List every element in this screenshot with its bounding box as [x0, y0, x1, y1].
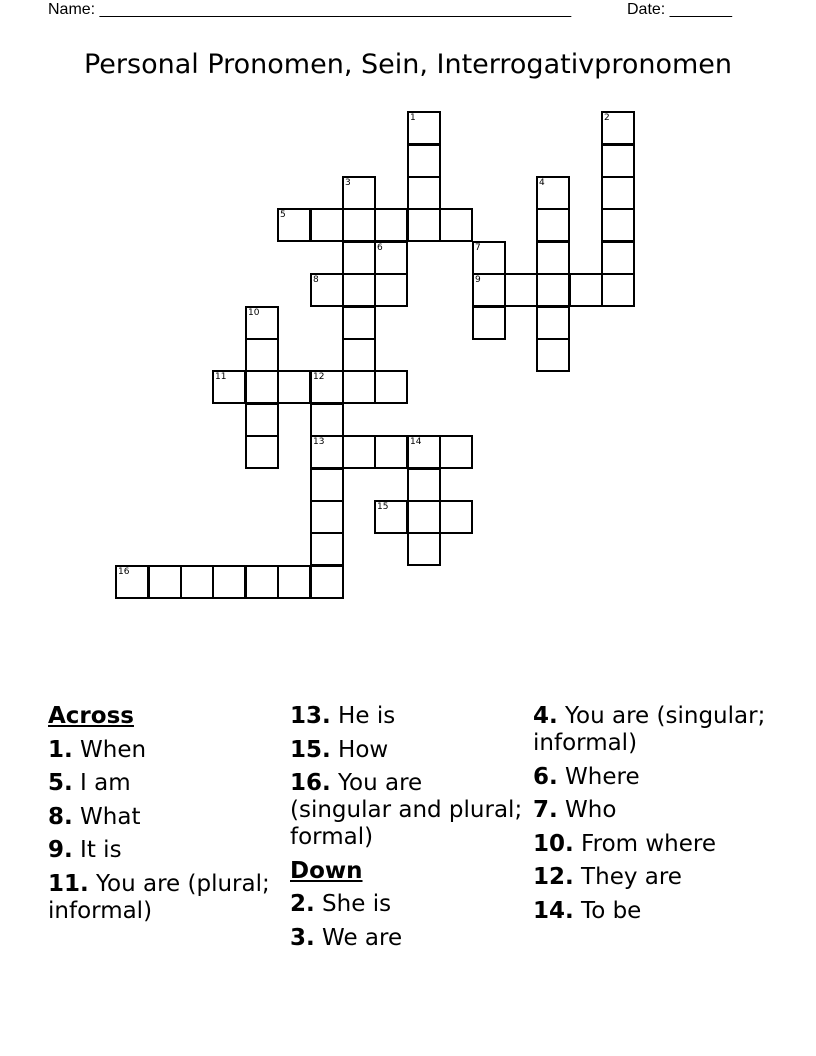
clue-number-label: 10: [248, 308, 260, 318]
crossword-cell[interactable]: [536, 176, 570, 210]
clue-number: 5.: [48, 770, 73, 796]
crossword-cell[interactable]: [407, 500, 441, 534]
crossword-cell[interactable]: [374, 208, 408, 242]
clue-number-label: 12: [313, 372, 325, 382]
clue-number-label: 13: [313, 437, 325, 447]
clues-column-3: [533, 703, 773, 931]
crossword-cell[interactable]: [536, 208, 570, 242]
clue-number-label: 9: [475, 275, 481, 285]
crossword-cell[interactable]: [277, 208, 311, 242]
clue-number: 7.: [533, 797, 558, 823]
crossword-cell[interactable]: [342, 208, 376, 242]
crossword-cell[interactable]: [245, 403, 279, 437]
crossword-cell[interactable]: [536, 338, 570, 372]
clue-number-label: 3: [345, 178, 351, 188]
crossword-cell[interactable]: [407, 111, 441, 145]
crossword-cell[interactable]: [277, 565, 311, 599]
clue-number-label: 11: [215, 372, 227, 382]
crossword-cell[interactable]: [245, 435, 279, 469]
clue-number: 14.: [533, 897, 574, 924]
clue-number-label: 1: [410, 113, 416, 123]
clue-number-label: 4: [539, 178, 545, 188]
crossword-cell[interactable]: [601, 176, 635, 210]
crossword-cell[interactable]: [601, 208, 635, 242]
clue-number: 11.: [48, 870, 89, 897]
crossword-cell[interactable]: [277, 370, 311, 404]
clue-item: [533, 831, 773, 858]
clue-number-label: 14: [410, 437, 422, 447]
clue-number: 1.: [48, 736, 73, 763]
crossword-cell[interactable]: [407, 208, 441, 242]
clue-text: They are: [573, 864, 682, 890]
crossword-cell[interactable]: [439, 208, 473, 242]
crossword-cell[interactable]: [601, 111, 635, 145]
clue-text: How: [330, 736, 389, 763]
clue-text: You are (singular and plural; formal): [290, 770, 523, 850]
crossword-cell[interactable]: [407, 435, 441, 469]
clues-column-2: [290, 703, 525, 958]
clue-number: 3.: [290, 924, 315, 951]
clue-item: [533, 898, 773, 925]
clue-section-header: Across: [48, 703, 134, 729]
date-field-label: Date: _______: [627, 1, 732, 18]
crossword-cell[interactable]: [245, 370, 279, 404]
crossword-cell[interactable]: [374, 273, 408, 307]
clue-item: [48, 737, 278, 764]
crossword-cell[interactable]: [374, 435, 408, 469]
clue-text: It is: [72, 837, 122, 863]
crossword-cell[interactable]: [569, 273, 603, 307]
crossword-cell[interactable]: [342, 435, 376, 469]
clue-number-label: 16: [118, 567, 130, 577]
crossword-cell[interactable]: [407, 468, 441, 502]
clue-number-label: 6: [377, 243, 383, 253]
crossword-cell[interactable]: [310, 435, 344, 469]
crossword-cell[interactable]: [407, 532, 441, 566]
crossword-cell[interactable]: [504, 273, 538, 307]
page-title: Personal Pronomen, Sein, Interrogativpronomen: [83, 49, 733, 80]
crossword-cell[interactable]: [310, 532, 344, 566]
clue-number-label: 5: [280, 210, 286, 220]
crossword-cell[interactable]: [374, 241, 408, 275]
clue-number: 4.: [533, 703, 558, 729]
clue-text: You are (singular; informal): [533, 703, 766, 756]
clues-column-1: [48, 703, 278, 931]
clue-text: Where: [557, 763, 640, 790]
crossword-cell[interactable]: [148, 565, 182, 599]
crossword-cell[interactable]: [310, 500, 344, 534]
clue-item: [533, 764, 773, 791]
crossword-cell[interactable]: [310, 403, 344, 437]
clue-item: [533, 703, 773, 757]
crossword-cell[interactable]: [407, 176, 441, 210]
clue-item: [290, 925, 525, 952]
name-field-label: Name: _____________________________________________________: [48, 1, 572, 18]
clue-number: 6.: [533, 763, 558, 790]
crossword-cell[interactable]: [342, 176, 376, 210]
clue-item: [290, 737, 525, 764]
clue-text: She is: [314, 891, 392, 917]
clue-item: [48, 871, 278, 925]
clue-item: [533, 864, 773, 891]
clue-item: [533, 797, 773, 824]
crossword-cell[interactable]: [245, 338, 279, 372]
clue-number: 10.: [533, 830, 574, 857]
clue-number: 9.: [48, 837, 73, 863]
crossword-cell[interactable]: [374, 370, 408, 404]
crossword-cell[interactable]: [601, 241, 635, 275]
clue-text: Who: [557, 797, 617, 823]
crossword-cell[interactable]: [310, 468, 344, 502]
clue-number: 13.: [290, 703, 331, 729]
crossword-cell[interactable]: [180, 565, 214, 599]
crossword-cell[interactable]: [212, 370, 246, 404]
crossword-cell[interactable]: [342, 241, 376, 275]
crossword-cell[interactable]: [374, 500, 408, 534]
crossword-cell[interactable]: [536, 306, 570, 340]
crossword-cell[interactable]: [342, 306, 376, 340]
clue-item: [290, 703, 525, 730]
crossword-cell[interactable]: [601, 144, 635, 178]
clue-number-label: 15: [377, 502, 389, 512]
crossword-cell[interactable]: [310, 565, 344, 599]
clue-text: When: [72, 736, 147, 763]
crossword-cell[interactable]: [439, 500, 473, 534]
clue-number: 16.: [290, 770, 331, 796]
clue-number-label: 2: [604, 113, 610, 123]
crossword-cell[interactable]: [310, 370, 344, 404]
crossword-cell[interactable]: [342, 273, 376, 307]
clue-section-header: Down: [290, 857, 363, 884]
clue-text: I am: [72, 770, 131, 796]
clue-number: 8.: [48, 803, 73, 830]
clue-text: What: [72, 803, 141, 830]
crossword-cell[interactable]: [115, 565, 149, 599]
crossword-cell[interactable]: [407, 144, 441, 178]
clue-item: [48, 804, 278, 831]
clue-item: [290, 891, 525, 918]
clue-number: 15.: [290, 736, 331, 763]
crossword-cell[interactable]: [472, 241, 506, 275]
clue-text: We are: [314, 924, 403, 951]
crossword-cell[interactable]: [472, 273, 506, 307]
crossword-cell[interactable]: [536, 273, 570, 307]
crossword-cell[interactable]: [310, 208, 344, 242]
crossword-cell[interactable]: [245, 306, 279, 340]
clue-number-label: 8: [313, 275, 319, 285]
crossword-cell[interactable]: [342, 370, 376, 404]
clue-text: He is: [330, 703, 396, 729]
clue-number: 12.: [533, 864, 574, 890]
crossword-cell[interactable]: [601, 273, 635, 307]
crossword-cell[interactable]: [536, 241, 570, 275]
clue-text: To be: [573, 897, 642, 924]
clue-number: 2.: [290, 891, 315, 917]
clue-number-label: 7: [475, 243, 481, 253]
clue-text: From where: [573, 830, 716, 857]
crossword-cell[interactable]: [439, 435, 473, 469]
clue-text: You are (plural; informal): [48, 870, 270, 924]
crossword-cell[interactable]: [342, 338, 376, 372]
crossword-cell[interactable]: [310, 273, 344, 307]
clue-item: [290, 770, 525, 851]
crossword-cell[interactable]: [245, 565, 279, 599]
clue-item: [48, 837, 278, 864]
clue-item: [48, 770, 278, 797]
crossword-cell[interactable]: [472, 306, 506, 340]
crossword-cell[interactable]: [212, 565, 246, 599]
